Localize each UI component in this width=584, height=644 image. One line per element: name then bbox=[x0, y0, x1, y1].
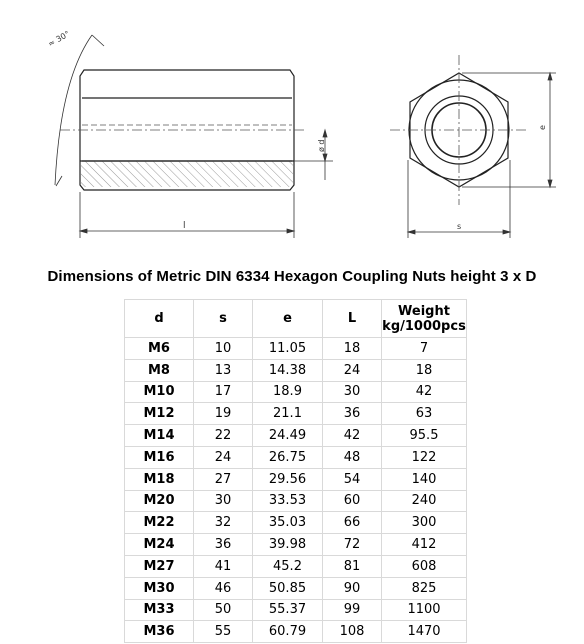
table-row bbox=[125, 555, 467, 577]
cell-s: 27 bbox=[194, 468, 253, 490]
cell-weight: 63 bbox=[382, 403, 467, 425]
cell-e: 35.03 bbox=[253, 512, 323, 534]
cell-weight: 412 bbox=[382, 534, 467, 556]
cell-weight: 18 bbox=[382, 359, 467, 381]
header-weight-unit: kg/1000pcs bbox=[382, 318, 466, 334]
page-title: Dimensions of Metric DIN 6334 Hexagon Coupling Nuts height 3 x D bbox=[47, 268, 537, 285]
cell-weight: 122 bbox=[382, 446, 467, 468]
bore-dimension bbox=[294, 130, 333, 180]
cell-l: 24 bbox=[323, 359, 382, 381]
cell-weight: 42 bbox=[382, 381, 467, 403]
cell-l: 99 bbox=[323, 599, 382, 621]
table-row bbox=[125, 403, 467, 425]
cell-d: M24 bbox=[125, 534, 194, 556]
cell-e: 45.2 bbox=[253, 555, 323, 577]
cell-s: 30 bbox=[194, 490, 253, 512]
cell-e: 21.1 bbox=[253, 403, 323, 425]
cell-weight: 1470 bbox=[382, 621, 467, 643]
cell-l: 72 bbox=[323, 534, 382, 556]
cell-l: 90 bbox=[323, 577, 382, 599]
technical-drawing bbox=[0, 0, 584, 250]
table-row bbox=[125, 577, 467, 599]
cell-weight: 95.5 bbox=[382, 425, 467, 447]
cell-s: 17 bbox=[194, 381, 253, 403]
cell-d: M22 bbox=[125, 512, 194, 534]
length-label: l bbox=[183, 221, 186, 231]
cell-e: 18.9 bbox=[253, 381, 323, 403]
cell-d: M30 bbox=[125, 577, 194, 599]
cell-e: 26.75 bbox=[253, 446, 323, 468]
cell-d: M14 bbox=[125, 425, 194, 447]
cell-e: 14.38 bbox=[253, 359, 323, 381]
length-dimension bbox=[80, 192, 294, 238]
table-row bbox=[125, 425, 467, 447]
table-row bbox=[125, 338, 467, 360]
across-corners-label: e bbox=[538, 125, 547, 130]
cell-s: 55 bbox=[194, 621, 253, 643]
header-s: s bbox=[194, 300, 253, 338]
cell-l: 36 bbox=[323, 403, 382, 425]
cell-l: 18 bbox=[323, 338, 382, 360]
across-flats-label: s bbox=[457, 222, 462, 231]
cell-weight: 608 bbox=[382, 555, 467, 577]
table-row bbox=[125, 490, 467, 512]
table-row bbox=[125, 359, 467, 381]
cell-d: M33 bbox=[125, 599, 194, 621]
cell-weight: 300 bbox=[382, 512, 467, 534]
cell-s: 19 bbox=[194, 403, 253, 425]
cell-d: M27 bbox=[125, 555, 194, 577]
header-e: e bbox=[253, 300, 323, 338]
table-row bbox=[125, 621, 467, 643]
angle-label: ≈ 30° bbox=[46, 29, 72, 49]
cell-d: M16 bbox=[125, 446, 194, 468]
cell-e: 39.98 bbox=[253, 534, 323, 556]
cell-d: M36 bbox=[125, 621, 194, 643]
cell-d: M12 bbox=[125, 403, 194, 425]
bore-label: ø d bbox=[317, 139, 326, 152]
cell-s: 13 bbox=[194, 359, 253, 381]
cell-l: 42 bbox=[323, 425, 382, 447]
cell-e: 29.56 bbox=[253, 468, 323, 490]
cell-s: 22 bbox=[194, 425, 253, 447]
cell-weight: 7 bbox=[382, 338, 467, 360]
cell-weight: 140 bbox=[382, 468, 467, 490]
cell-d: M6 bbox=[125, 338, 194, 360]
table-row bbox=[125, 468, 467, 490]
cell-weight: 1100 bbox=[382, 599, 467, 621]
header-l: L bbox=[323, 300, 382, 338]
cell-e: 33.53 bbox=[253, 490, 323, 512]
cell-l: 48 bbox=[323, 446, 382, 468]
cell-e: 55.37 bbox=[253, 599, 323, 621]
table-row bbox=[125, 446, 467, 468]
cell-s: 36 bbox=[194, 534, 253, 556]
end-view-centerlines bbox=[390, 55, 528, 205]
cell-l: 60 bbox=[323, 490, 382, 512]
cell-d: M18 bbox=[125, 468, 194, 490]
cell-e: 50.85 bbox=[253, 577, 323, 599]
cell-weight: 825 bbox=[382, 577, 467, 599]
header-weight-label: Weight bbox=[398, 303, 450, 319]
cell-e: 24.49 bbox=[253, 425, 323, 447]
cell-d: M8 bbox=[125, 359, 194, 381]
table-row bbox=[125, 381, 467, 403]
table-header-row bbox=[125, 300, 467, 338]
cell-s: 46 bbox=[194, 577, 253, 599]
header-d: d bbox=[125, 300, 194, 338]
cell-s: 50 bbox=[194, 599, 253, 621]
header-weight bbox=[382, 300, 467, 338]
dimensions-table bbox=[124, 299, 467, 643]
cell-l: 108 bbox=[323, 621, 382, 643]
table-row bbox=[125, 534, 467, 556]
cell-e: 60.79 bbox=[253, 621, 323, 643]
cell-s: 24 bbox=[194, 446, 253, 468]
table-row bbox=[125, 512, 467, 534]
cell-s: 41 bbox=[194, 555, 253, 577]
cell-weight: 240 bbox=[382, 490, 467, 512]
cell-l: 54 bbox=[323, 468, 382, 490]
cell-l: 30 bbox=[323, 381, 382, 403]
cell-e: 11.05 bbox=[253, 338, 323, 360]
cell-d: M20 bbox=[125, 490, 194, 512]
cell-s: 10 bbox=[194, 338, 253, 360]
cell-l: 66 bbox=[323, 512, 382, 534]
cell-d: M10 bbox=[125, 381, 194, 403]
cell-s: 32 bbox=[194, 512, 253, 534]
table-row bbox=[125, 599, 467, 621]
hatched-thread-section bbox=[81, 161, 293, 187]
cell-l: 81 bbox=[323, 555, 382, 577]
table-body bbox=[125, 338, 467, 643]
